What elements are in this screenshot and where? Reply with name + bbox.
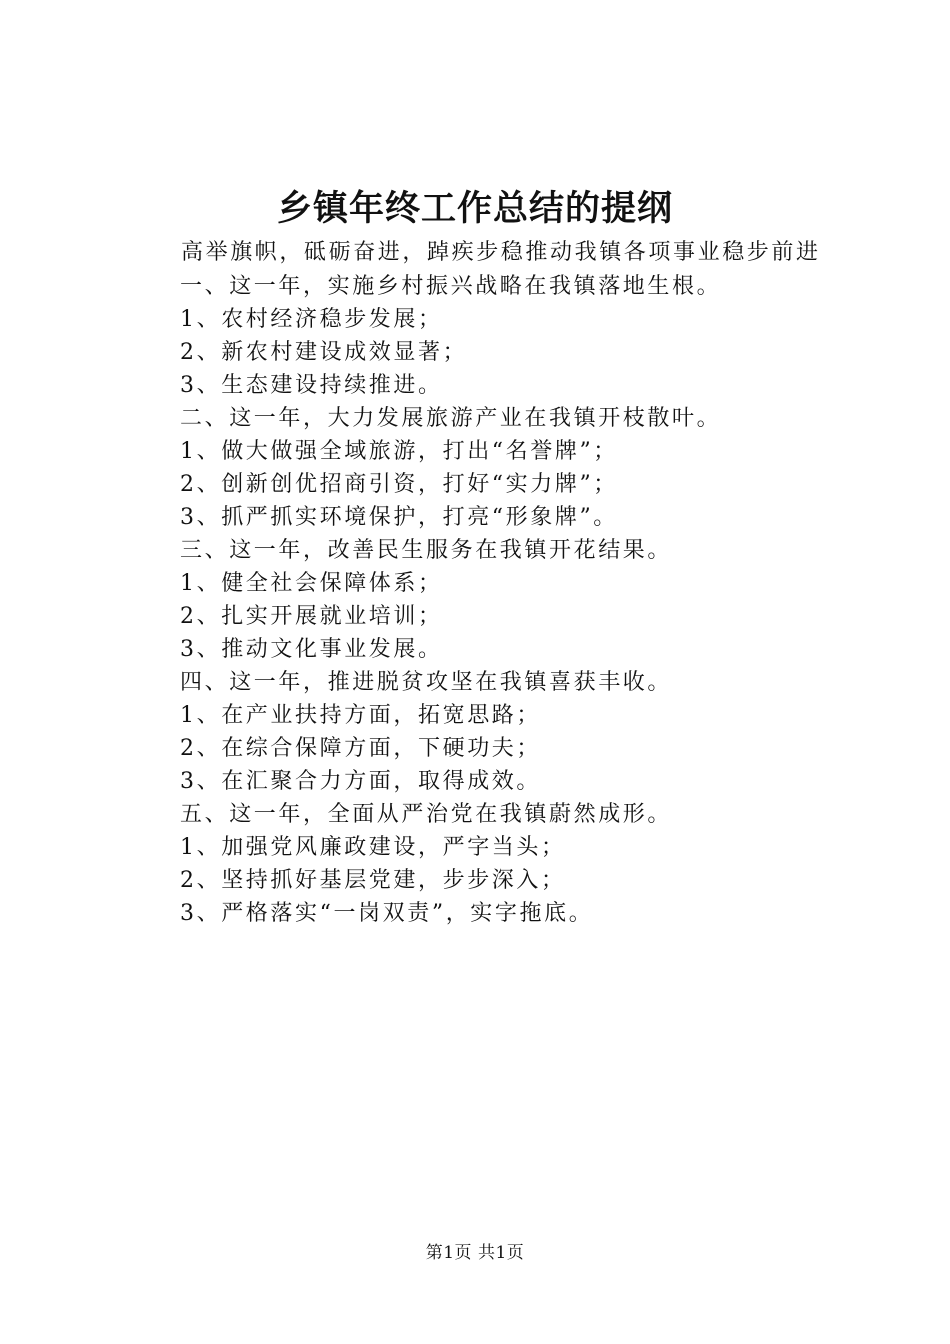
outline-item: 三、这一年，改善民生服务在我镇开花结果。 — [180, 538, 673, 563]
outline-item: 2、在综合保障方面，下硬功夫； — [180, 736, 541, 761]
outline-list — [130, 270, 830, 930]
outline-item: 2、扎实开展就业培训； — [180, 604, 443, 629]
outline-item: 3、抓严抓实环境保护，打亮“形象牌”。 — [180, 505, 618, 530]
outline-item: 3、生态建设持续推进。 — [180, 373, 443, 398]
intro-paragraph: 高举旗帜，砥砺奋进，踔疾步稳推动我镇各项事业稳步前进 — [181, 240, 821, 265]
outline-item: 1、做大做强全域旅游，打出“名誉牌”； — [180, 439, 618, 464]
outline-item: 3、在汇聚合力方面，取得成效。 — [180, 769, 541, 794]
outline-item: 3、严格落实“一岗双责”，实字拖底。 — [180, 901, 594, 926]
outline-item: 2、新农村建设成效显著； — [180, 340, 468, 365]
outline-item: 2、坚持抓好基层党建，步步深入； — [180, 868, 566, 893]
outline-item: 四、这一年，推进脱贫攻坚在我镇喜获丰收。 — [180, 670, 673, 695]
outline-item: 1、农村经济稳步发展； — [180, 307, 443, 332]
outline-item: 2、创新创优招商引资，打好“实力牌”； — [180, 472, 618, 497]
outline-item: 1、健全社会保障体系； — [180, 571, 443, 596]
outline-item: 五、这一年，全面从严治党在我镇蔚然成形。 — [180, 802, 673, 827]
outline-item: 二、这一年，大力发展旅游产业在我镇开枝散叶。 — [180, 406, 722, 431]
document-title: 乡镇年终工作总结的提纲 — [276, 189, 673, 229]
outline-item: 3、推动文化事业发展。 — [180, 637, 443, 662]
outline-item: 1、在产业扶持方面，拓宽思路； — [180, 703, 541, 728]
outline-item: 一、这一年，实施乡村振兴战略在我镇落地生根。 — [180, 274, 722, 299]
outline-item: 1、加强党风廉政建设，严字当头； — [180, 835, 566, 860]
page-number-footer: 第1页 共1页 — [425, 1243, 525, 1263]
document-body — [130, 236, 830, 930]
